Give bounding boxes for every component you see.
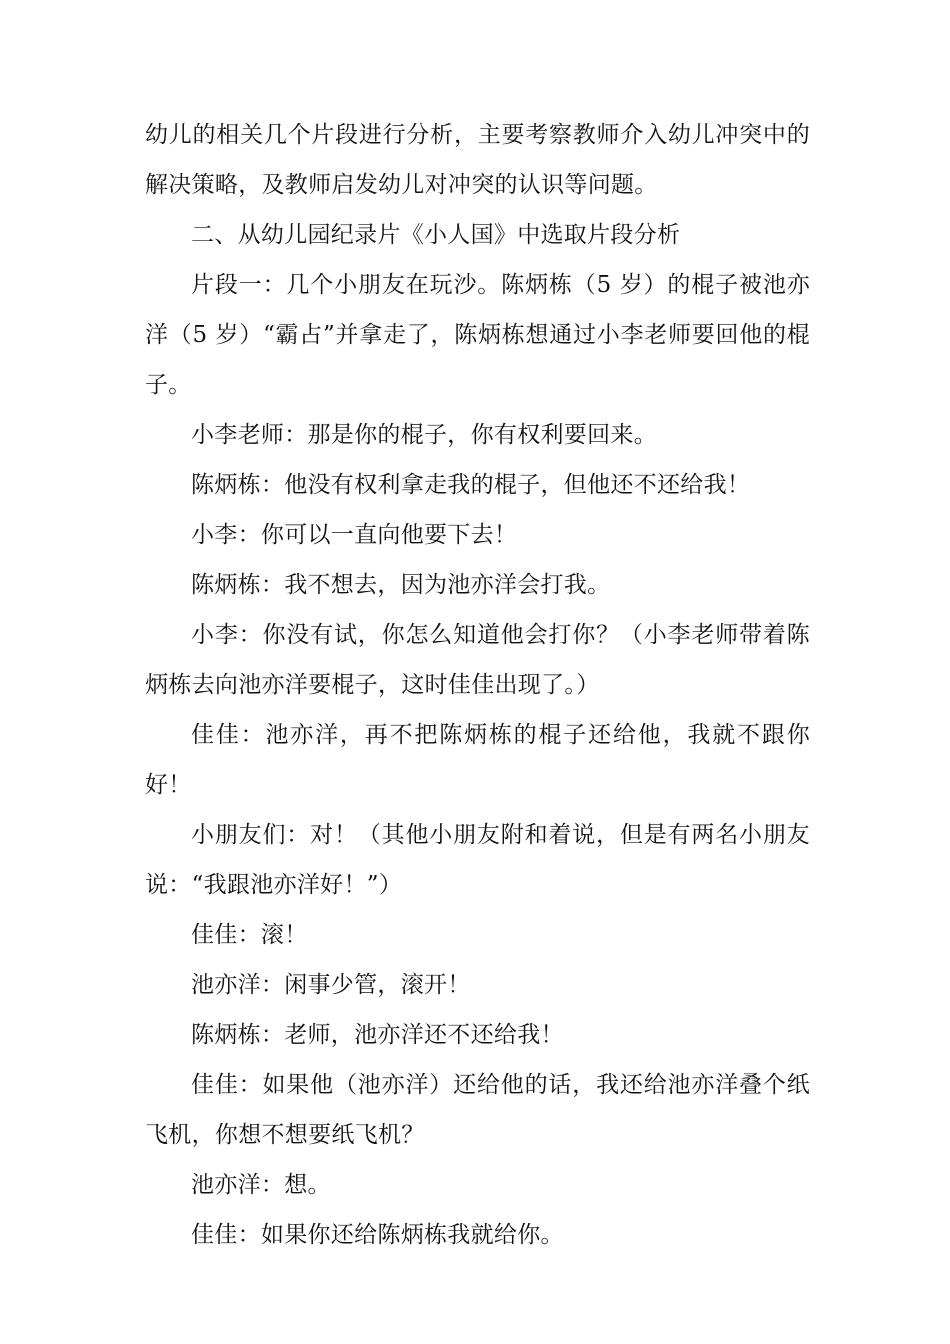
dialogue-line: 佳佳：滚！ xyxy=(191,922,308,948)
document-body xyxy=(145,110,810,1260)
dialogue-line: 佳佳：如果他（池亦洋）还给他的话，我还给池亦洋叠个纸飞机，你想不想要纸飞机？ xyxy=(145,1072,810,1148)
section-heading: 二、从幼儿园纪录片《小人国》中选取片段分析 xyxy=(191,222,681,248)
dialogue-line: 小李：你可以一直向他要下去！ xyxy=(191,522,518,548)
dialogue-line: 池亦洋：想。 xyxy=(191,1172,331,1198)
dialogue-line: 小朋友们：对！（其他小朋友附和着说，但是有两名小朋友说：“我跟池亦洋好！”） xyxy=(145,822,810,898)
dialogue-line: 陈炳栋：老师，池亦洋还不还给我！ xyxy=(191,1022,564,1048)
dialogue-line: 陈炳栋：我不想去，因为池亦洋会打我。 xyxy=(191,572,611,598)
paragraph-segment-intro: 片段一：几个小朋友在玩沙。陈炳栋（5 岁）的棍子被池亦洋（5 岁）“霸占”并拿走了，陈炳栋想通过小李老师要回他的棍子。 xyxy=(145,272,810,398)
dialogue-line: 陈炳栋：他没有权利拿走我的棍子，但他还不还给我！ xyxy=(191,472,751,498)
dialogue-line: 佳佳：池亦洋，再不把陈炳栋的棍子还给他，我就不跟你好！ xyxy=(145,722,810,798)
dialogue-line: 佳佳：如果你还给陈炳栋我就给你。 xyxy=(191,1222,564,1248)
dialogue-line: 小李：你没有试，你怎么知道他会打你？（小李老师带着陈炳栋去向池亦洋要棍子，这时佳佳出现了。） xyxy=(145,622,810,698)
paragraph-continued: 幼儿的相关几个片段进行分析，主要考察教师介入幼儿冲突中的解决策略，及教师启发幼儿对冲突的认识等问题。 xyxy=(145,122,810,198)
dialogue-line: 小李老师：那是你的棍子，你有权利要回来。 xyxy=(191,422,657,448)
dialogue-line: 池亦洋：闲事少管，滚开！ xyxy=(191,972,471,998)
